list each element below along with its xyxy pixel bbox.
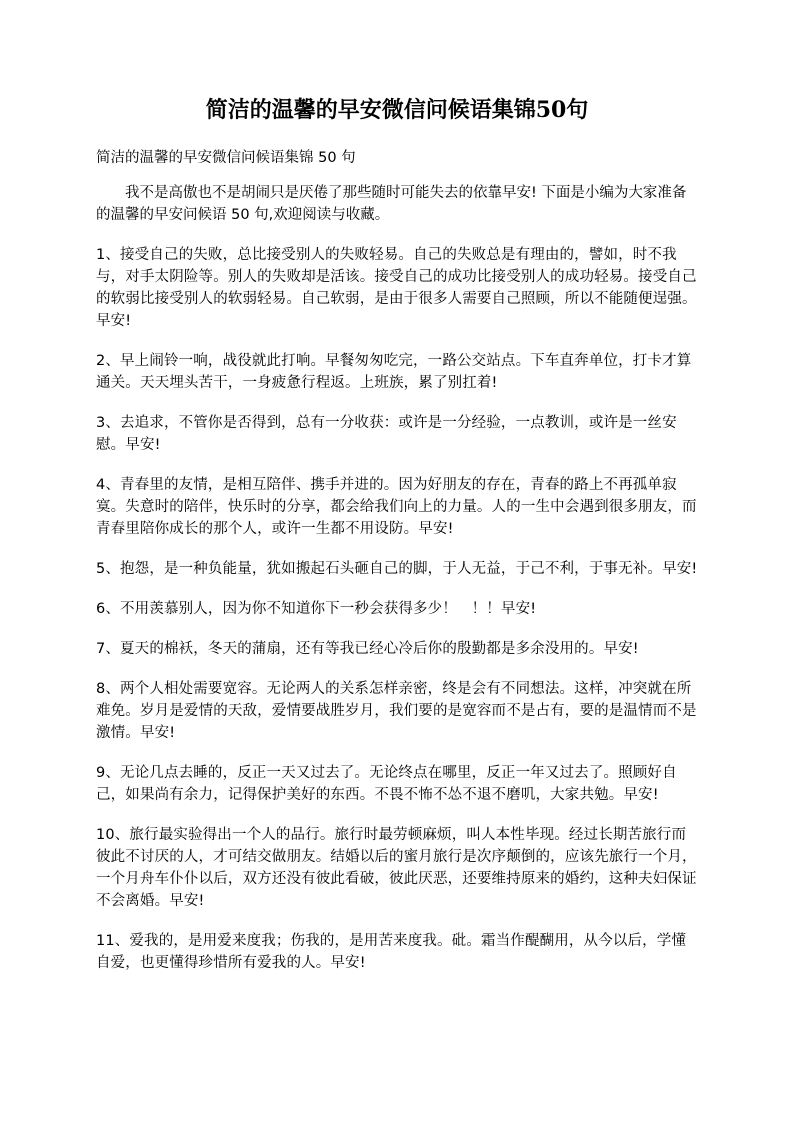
greeting-paragraph-1: 1、接受自己的失败，总比接受别人的失败轻易。自己的失败总是有理由的，譬如，时不我与，对手太阴险等。别人的失败却是活该。接受自己的成功比接受别人的成功轻易。接受自己的软弱比接受别人的软弱轻易。自己软弱，是由于很多人需要自己照顾，所以不能随便逞强。早安! (96, 247, 697, 329)
greeting-paragraph-5: 5、抱怨，是一种负能量，犹如搬起石头砸自己的脚，于人无益，于己不利，于事无补。早安! (96, 561, 698, 577)
greeting-paragraph-7: 7、夏天的棉袄，冬天的蒲扇，还有等我已经心冷后你的殷勤都是多余没用的。早安! (96, 641, 639, 657)
greeting-paragraph-3: 3、去追求，不管你是否得到，总有一分收获：或许是一分经验，一点教训，或许是一丝安慰。早安! (96, 415, 677, 453)
greeting-paragraph-10: 10、旅行最实验得出一个人的品行。旅行时最劳顿麻烦，叫人本性毕现。经过长期苦旅行而彼此不讨厌的人，才可结交做朋友。结婚以后的蜜月旅行是次序颠倒的，应该先旅行一个月，一个月舟车仆仆以后，双方还没有彼此看破，彼此厌恶，还要维持原来的婚约，这种夫妇保证不会离婚。早安! (96, 827, 697, 909)
document-body (96, 147, 700, 992)
document-subtitle: 简洁的温馨的早安微信问候语集锦 50 句 (96, 150, 356, 166)
greeting-paragraph-4: 4、青春里的友情，是相互陪伴、携手并进的。因为好朋友的存在，青春的路上不再孤单寂寞。失意时的陪伴，快乐时的分享，都会给我们向上的力量。人的一生中会遇到很多朋友，而青春里陪你成长的那个人，或许一生都不用设防。早安! (96, 477, 697, 537)
intro-paragraph: 我不是高傲也不是胡闹只是厌倦了那些随时可能失去的依靠早安! 下面是小编为大家准备的温馨的早安问候语 50 句,欢迎阅读与收藏。 (96, 185, 687, 223)
greeting-paragraph-8: 8、两个人相处需要宽容。无论两人的关系怎样亲密，终是会有不同想法。这样，冲突就在所难免。岁月是爱情的天敌，爱情要战胜岁月，我们要的是宽容而不是占有，要的是温情而不是激情。早安! (96, 681, 697, 741)
greeting-paragraph-9: 9、无论几点去睡的，反正一天又过去了。无论终点在哪里，反正一年又过去了。照顾好自己，如果尚有余力，记得保护美好的东西。不畏不怖不怂不退不磨叽，大家共勉。早安! (96, 765, 677, 803)
document-title: 简洁的温馨的早安微信问候语集锦50句 (205, 97, 589, 123)
greeting-paragraph-11: 11、爱我的，是用爱来度我；伤我的，是用苦来度我。砒。霜当作醍醐用，从今以后，学懂自爱，也更懂得珍惜所有爱我的人。早安! (96, 933, 687, 971)
greeting-paragraph-6: 6、不用羡慕别人，因为你不知道你下一秒会获得多少！ ！！早安! (96, 601, 537, 617)
greeting-paragraph-2: 2、早上闹铃一响，战役就此打响。早餐匆匆吃完，一路公交站点。下车直奔单位，打卡才算通关。天天埋头苦干，一身疲惫行程返。上班族，累了别扛着! (96, 353, 692, 391)
